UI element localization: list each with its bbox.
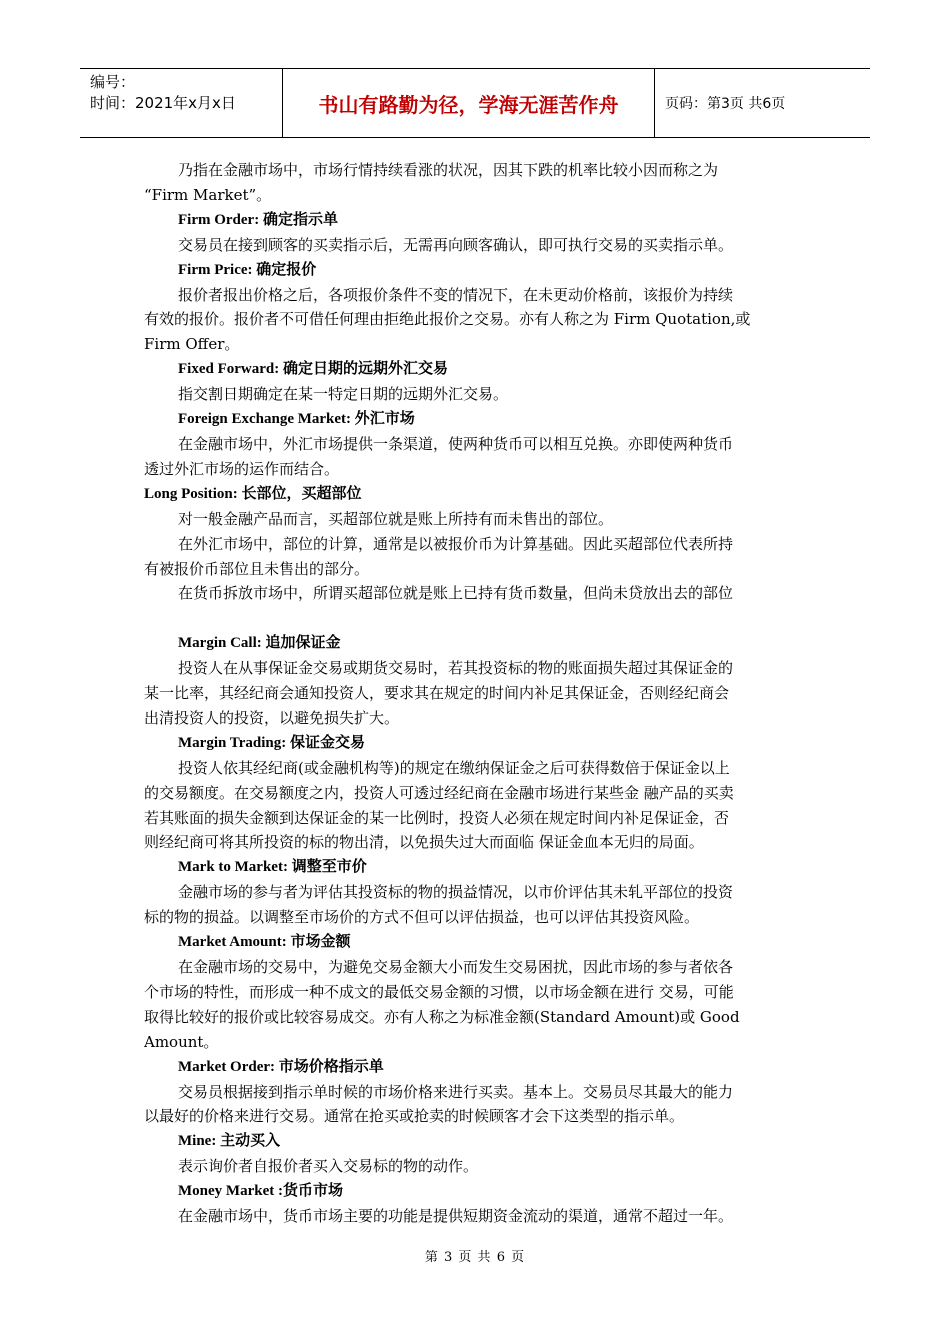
paragraph-line: 在金融市场的交易中，为避免交易金额大小而发生交易困扰，因此市场的参与者依各 xyxy=(178,957,734,976)
paragraph-line: 在金融市场中，货币市场主要的功能是提供短期资金流动的渠道，通常不超过一年。 xyxy=(178,1207,734,1226)
paragraph-line: 在外汇市场中，部位的计算，通常是以被报价币为计算基础。因此买超部位代表所持 xyxy=(178,534,734,553)
paragraph-line: 取得比较好的报价或比较容易成交。亦有人称之为标准金额(Standard Amount)或 Good xyxy=(144,1007,740,1026)
paragraph-line: 以最好的价格来进行交易。通常在抢买或抢卖的时候顾客才会下这类型的指示单。 xyxy=(144,1107,685,1126)
glossary-term-heading: Mark to Market: 调整至市价 xyxy=(178,859,367,876)
paragraph-line: 表示询价者自报价者买入交易标的物的动作。 xyxy=(178,1157,479,1176)
paragraph-line: “Firm Market”。 xyxy=(144,185,272,204)
glossary-term-heading: Market Order: 市场价格指示单 xyxy=(178,1058,384,1075)
document-number-label: 编号： xyxy=(90,73,136,91)
paragraph-line: 投资人依其经纪商(或金融机构等)的规定在缴纳保证金之后可获得数倍于保证金以上 xyxy=(178,758,730,777)
paragraph-line: 交易员在接到顾客的买卖指示后，无需再向顾客确认，即可执行交易的买卖指示单。 xyxy=(178,235,734,254)
document-body xyxy=(144,158,807,1229)
page-header xyxy=(80,68,870,138)
header-motto: 书山有路勤为径，学海无涯苦作舟 xyxy=(283,69,655,137)
header-info xyxy=(80,69,283,137)
glossary-term-heading: Long Position: 长部位，买超部位 xyxy=(144,485,362,502)
paragraph-line: 个市场的特性，而形成一种不成文的最低交易金额的习惯，以市场金额在进行 交易，可能 xyxy=(144,982,734,1001)
glossary-term-heading: Fixed Forward: 确定日期的远期外汇交易 xyxy=(178,361,448,378)
paragraph-line: 在金融市场中，外汇市场提供一条渠道，使两种货币可以相互兑换。亦即使两种货币 xyxy=(178,434,734,453)
paragraph-line: 有效的报价。报价者不可借任何理由拒绝此报价之交易。亦有人称之为 Firm Quotation,或 xyxy=(144,310,751,329)
paragraph-line: 透过外汇市场的运作而结合。 xyxy=(144,459,340,478)
paragraph-line: 金融市场的参与者为评估其投资标的物的损益情况，以市价评估其未轧平部位的投资 xyxy=(178,883,734,902)
paragraph-line: 对一般金融产品而言，买超部位就是账上所持有而未售出的部位。 xyxy=(178,509,614,528)
page-footer: 第 3 页 共 6 页 xyxy=(424,1250,526,1265)
paragraph-line: 的交易额度。在交易额度之内，投资人可透过经纪商在金融市场进行某些金 融产品的买卖 xyxy=(144,783,734,802)
glossary-term-heading: Margin Call: 追加保证金 xyxy=(178,635,341,652)
paragraph-line: 标的物的损益。以调整至市场价的方式不但可以评估损益，也可以评估其投资风险。 xyxy=(144,908,700,927)
glossary-term-heading: Money Market :货币市场 xyxy=(178,1183,343,1200)
paragraph-line: 某一比率，其经纪商会通知投资人，要求其在规定的时间内补足其保证金，否则经纪商会 xyxy=(144,684,730,703)
paragraph-line: 有被报价币部位且未售出的部分。 xyxy=(144,559,370,578)
blank-line xyxy=(144,606,807,631)
glossary-term-heading: Margin Trading: 保证金交易 xyxy=(178,734,365,751)
glossary-term-heading: Firm Order: 确定指示单 xyxy=(178,211,338,228)
paragraph-line: 投资人在从事保证金交易或期货交易时，若其投资标的物的账面损失超过其保证金的 xyxy=(178,659,734,678)
paragraph-line: 乃指在金融市场中，市场行情持续看涨的状况，因其下跌的机率比较小因而称之为 xyxy=(178,161,719,179)
document-date-label: 时间：2021年x月x日 xyxy=(90,94,236,112)
header-page-number: 页码：第3页 共6页 xyxy=(665,96,786,112)
paragraph-line: 若其账面的损失金额到达保证金的某一比例时，投资人必须在规定时间内补足保证金，否 xyxy=(144,808,730,827)
glossary-term-heading: Mine: 主动买入 xyxy=(178,1133,281,1150)
paragraph-line: 指交割日期确定在某一特定日期的远期外汇交易。 xyxy=(178,385,509,404)
glossary-term-heading: Foreign Exchange Market: 外汇市场 xyxy=(178,411,415,428)
paragraph-line: 在货币拆放市场中，所谓买超部位就是账上已持有货币数量，但尚未贷放出去的部位 xyxy=(178,584,734,603)
paragraph-line: 交易员根据接到指示单时候的市场价格来进行买卖。基本上。交易员尽其最大的能力 xyxy=(178,1082,734,1101)
paragraph-line: 报价者报出价格之后，各项报价条件不变的情况下，在未更动价格前，该报价为持续 xyxy=(178,285,734,304)
paragraph-line: Firm Offer。 xyxy=(144,335,240,354)
glossary-term-heading: Firm Price: 确定报价 xyxy=(178,261,317,278)
paragraph-line: 出清投资人的投资，以避免损失扩大。 xyxy=(144,708,400,727)
paragraph-line: Amount。 xyxy=(144,1032,219,1051)
glossary-term-heading: Market Amount: 市场金额 xyxy=(178,934,351,951)
paragraph-line: 则经纪商可将其所投资的标的物出清，以免损失过大而面临 保证金血本无归的局面。 xyxy=(144,833,704,852)
